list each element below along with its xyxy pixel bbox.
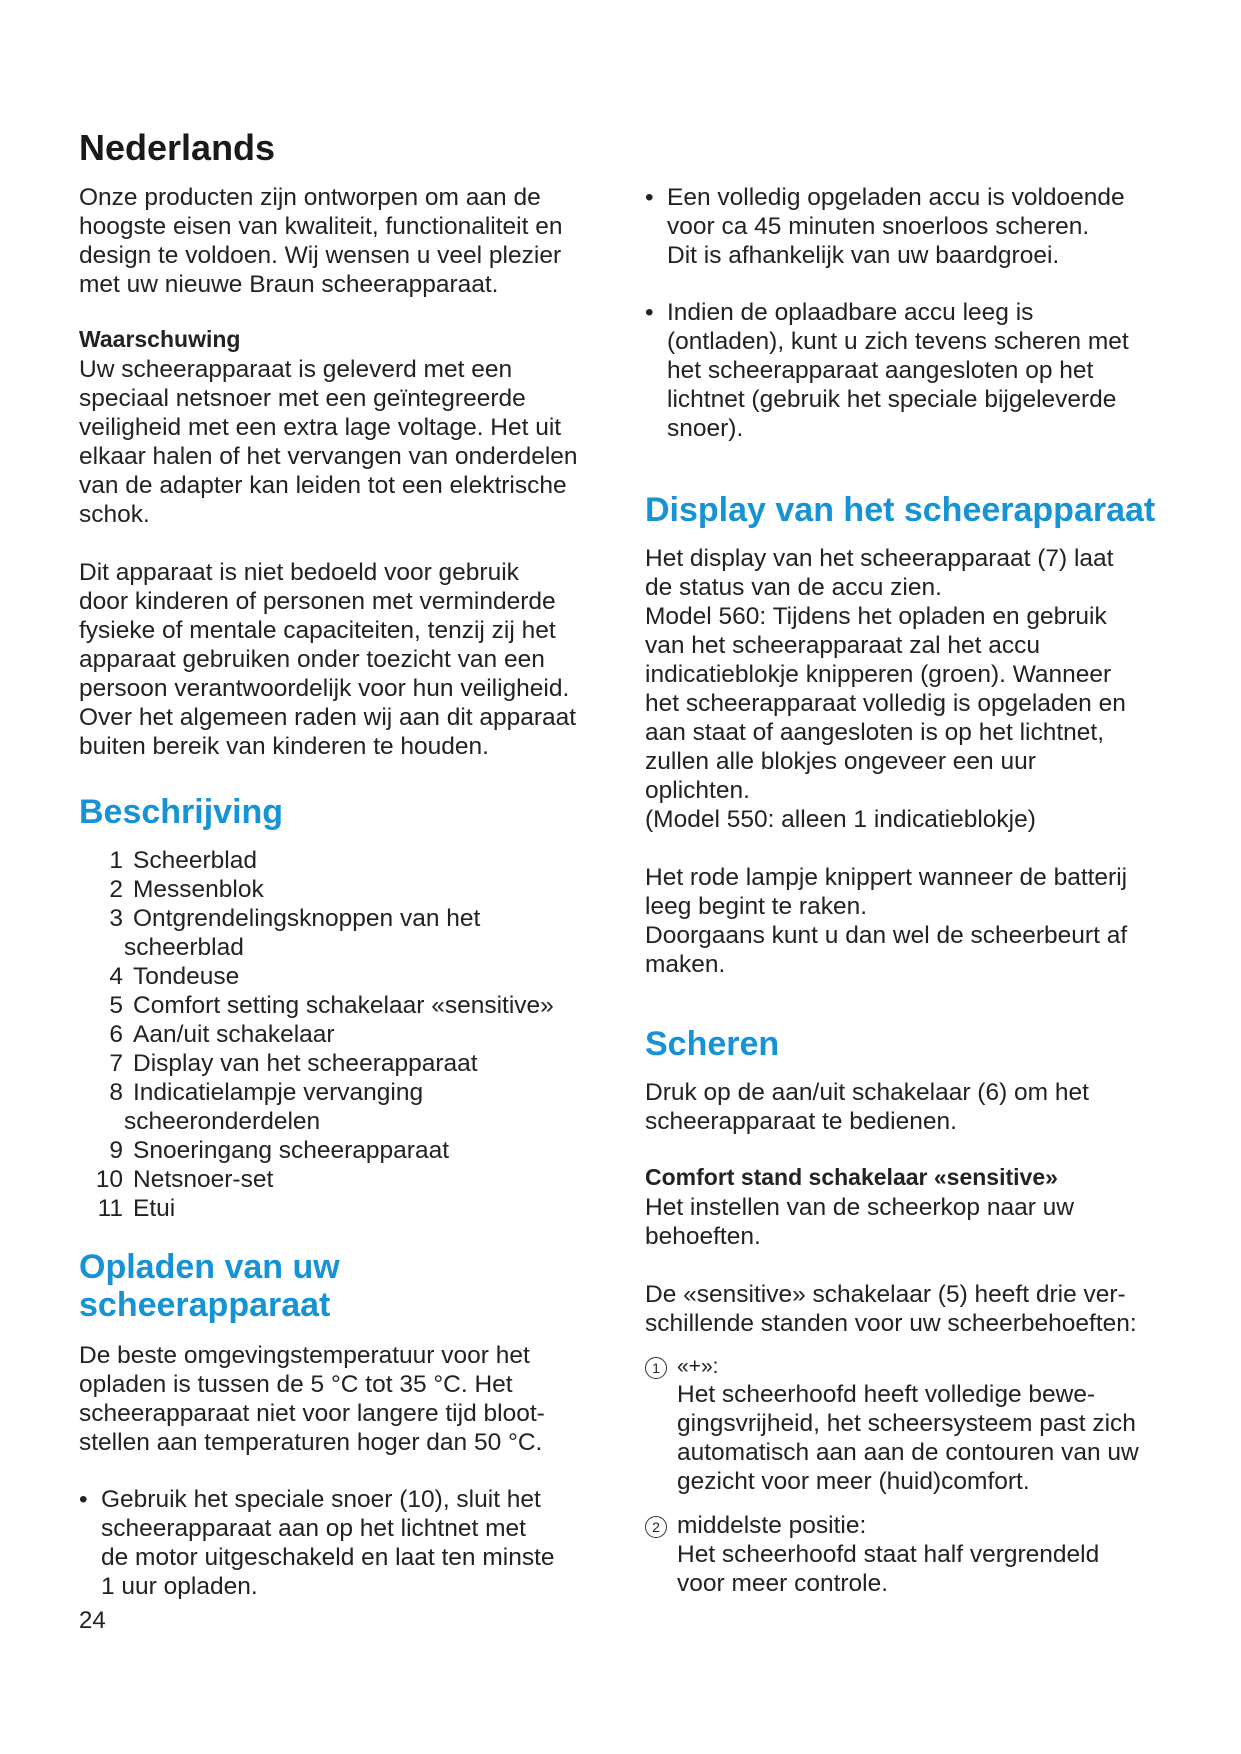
list-item: 1 Scheerblad [109, 847, 257, 874]
list-item: 3 Ontgrendelingsknoppen van het scheerblad [109, 905, 481, 961]
list-item: 2 Messenblok [109, 876, 264, 903]
display-line: aan staat of aangesloten is op het lichtnet, [645, 719, 1105, 746]
intro-line: hoogste eisen van kwaliteit, functionaliteit en [79, 213, 563, 240]
red-light-line: leeg begint te raken. [645, 893, 868, 920]
display-line: Model 560: Tijdens het opladen en gebruik [645, 603, 1107, 630]
warning-line: speciaal netsnoer met een geïntegreerde [79, 385, 526, 412]
children-line: fysieke of mentale capaciteiten, tenzij zij het [79, 617, 556, 644]
display-line: van het scheerapparaat zal het accu [645, 632, 1040, 659]
list-item: 5 Comfort setting schakelaar «sensitive» [109, 992, 554, 1019]
comfort-heading: Comfort stand schakelaar «sensitive» [645, 1164, 1058, 1190]
page-number: 24 [79, 1607, 106, 1634]
display-heading: Display van het scheerapparaat [645, 491, 1156, 529]
charging-line: opladen is tussen de 5 °C tot 35 °C. Het [79, 1371, 513, 1398]
warning-line: veiligheid met een extra lage voltage. Het uit [79, 414, 562, 441]
circled-number-icon: 2 [645, 1516, 667, 1538]
list-item: 7 Display van het scheerapparaat [109, 1050, 478, 1077]
display-line: zullen alle blokjes ongeveer een uur [645, 748, 1036, 775]
display-line: (Model 550: alleen 1 indicatieblokje) [645, 806, 1036, 833]
comfort-line: Het instellen van de scheerkop naar uw [645, 1194, 1075, 1221]
warning-line: van de adapter kan leiden tot een elektrische [79, 472, 567, 499]
charging-heading-line-1: Opladen van uw [79, 1248, 340, 1286]
list-item: 11 Etui [97, 1195, 176, 1222]
shaving-heading: Scheren [645, 1025, 780, 1063]
children-line: persoon verantwoordelijk voor hun veiligheid. [79, 675, 570, 702]
red-light-line: maken. [645, 951, 726, 978]
display-line: het scheerapparaat volledig is opgeladen en [645, 690, 1126, 717]
comfort-line: behoeften. [645, 1223, 761, 1250]
page-title: Nederlands [79, 127, 276, 168]
children-line: apparaat gebruiken onder toezicht van een [79, 646, 545, 673]
list-item: 4 Tondeuse [109, 963, 240, 990]
red-light-line: Het rode lampje knippert wanneer de batterij [645, 864, 1128, 891]
charging-line: scheerapparaat niet voor langere tijd bloot- [79, 1400, 545, 1427]
warning-line: Uw scheerapparaat is geleverd met een [79, 356, 513, 383]
children-line: Dit apparaat is niet bedoeld voor gebruik [79, 559, 519, 586]
bullet-icon: • [79, 1486, 88, 1513]
list-item: 6 Aan/uit schakelaar [109, 1021, 335, 1048]
warning-line: elkaar halen of het vervangen van onderdelen [79, 443, 578, 470]
children-line: Over het algemeen raden wij aan dit apparaat [79, 704, 577, 731]
intro-line: Onze producten zijn ontworpen om aan de [79, 184, 541, 211]
display-line: de status van de accu zien. [645, 574, 942, 601]
shaving-line: Druk op de aan/uit schakelaar (6) om het [645, 1079, 1089, 1106]
charging-line: De beste omgevingstemperatuur voor het [79, 1342, 530, 1369]
charging-line: stellen aan temperaturen hoger dan 50 °C. [79, 1429, 543, 1456]
display-line: Het display van het scheerapparaat (7) laat [645, 545, 1114, 572]
list-item: 8 Indicatielampje vervanging scheeronderdelen [109, 1079, 424, 1135]
charging-heading-line-2: scheerapparaat [79, 1286, 331, 1324]
list-item: 9 Snoeringang scheerapparaat [109, 1137, 450, 1164]
bullet-icon: • [645, 299, 654, 326]
display-line: indicatieblokje knipperen (groen). Wanneer [645, 661, 1112, 688]
intro-line: met uw nieuwe Braun scheerapparaat. [79, 271, 499, 298]
children-line: buiten bereik van kinderen te houden. [79, 733, 489, 760]
children-line: door kinderen of personen met verminderde [79, 588, 556, 615]
intro-line: design te voldoen. Wij wensen u veel plezier [79, 242, 562, 269]
shaving-line: scheerapparaat te bedienen. [645, 1108, 957, 1135]
warning-heading: Waarschuwing [79, 326, 241, 352]
bullet-icon: • [645, 184, 654, 211]
sensitive-line: schillende standen voor uw scheerbehoeften: [645, 1310, 1137, 1337]
list-item: 10 Netsnoer-set [95, 1166, 274, 1193]
sensitive-line: De «sensitive» schakelaar (5) heeft drie ver- [645, 1281, 1126, 1308]
display-line: oplichten. [645, 777, 750, 804]
description-heading: Beschrijving [79, 793, 284, 831]
circled-number-icon: 1 [645, 1357, 667, 1379]
red-light-line: Doorgaans kunt u dan wel de scheerbeurt af [645, 922, 1128, 949]
warning-line: schok. [79, 501, 150, 528]
